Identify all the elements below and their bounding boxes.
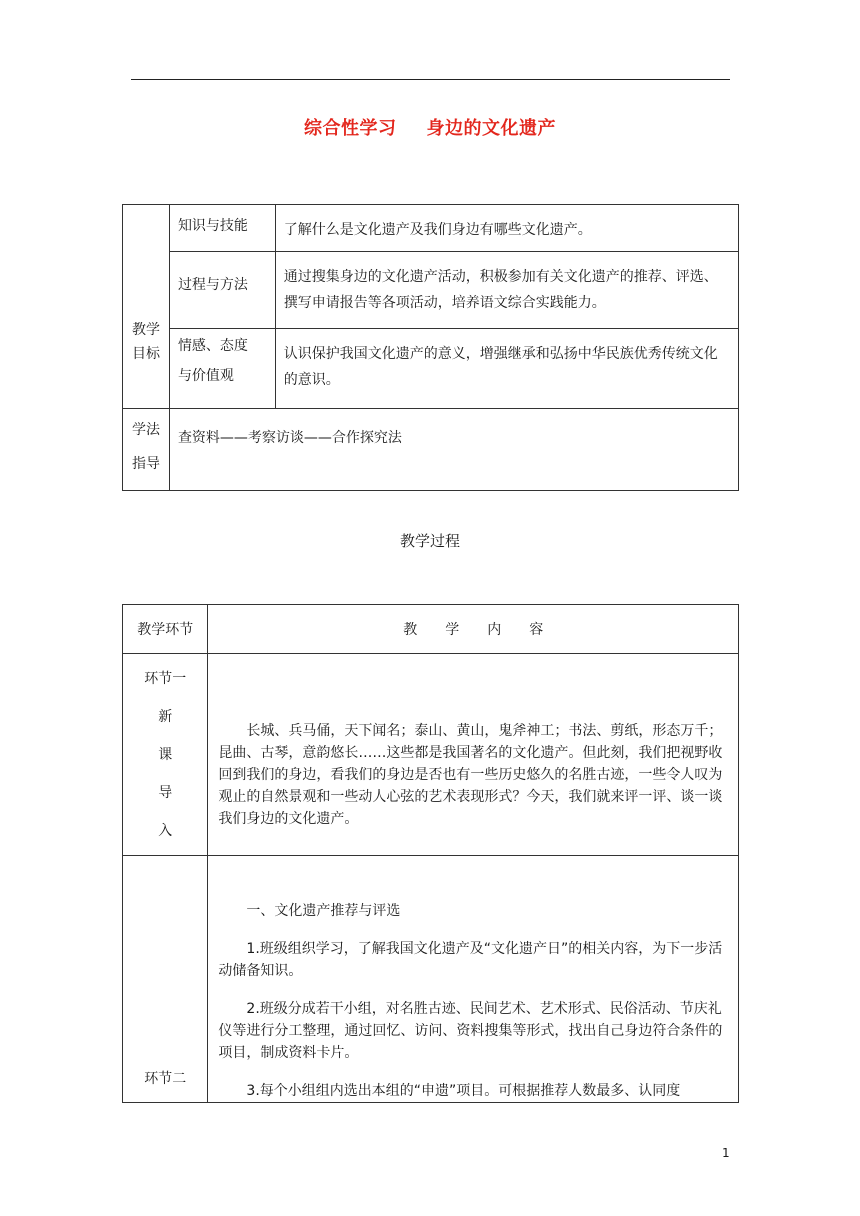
document-title [0, 114, 860, 140]
header-char: 内 [487, 622, 502, 638]
method-label-line2: 指导 [131, 456, 160, 472]
goal-row-emotion [123, 329, 739, 409]
stage2-content [208, 856, 739, 1103]
stage2-label: 环节二 [123, 856, 208, 1103]
stage1-content [208, 654, 739, 856]
stage2-heading: 一、文化遗产推荐与评选 [246, 903, 401, 919]
header-char: 容 [529, 622, 544, 638]
stage2-item: 1.班级组织学习，了解我国文化遗产及“文化遗产日”的相关内容，为下一步活动储备知识。 [218, 941, 723, 979]
method-label-line1: 学法 [131, 422, 160, 438]
goal-label-line2: 目标 [131, 345, 160, 362]
goal-row-label-line2: 与价值观 [177, 368, 234, 384]
process-title: 教学过程 [399, 532, 460, 550]
stage1-row [123, 654, 739, 856]
content-column-header [208, 605, 739, 654]
goal-row-knowledge [123, 205, 739, 252]
stage1-label-char: 新 [158, 709, 173, 725]
process-header-row [123, 605, 739, 654]
process-table [122, 604, 739, 1103]
stage2-item: 3.每个小组组内选出本组的“申遗”项目。可根据推荐人数最多、认同度 [246, 1083, 681, 1099]
header-char: 教 [403, 622, 418, 638]
stage2-item: 2.班级分成若干小组，对名胜古迹、民间艺术、艺术形式、民俗活动、节庆礼仪等进行分工整理，通过回忆、访问、资料搜集等形式，找出自己身边符合条件的项目，制成资料卡片。 [218, 1001, 723, 1061]
method-content: 查资料——考察访谈——合作探究法 [169, 409, 738, 491]
goal-label-line1: 教学 [131, 321, 160, 338]
stage-column-header: 教学环节 [123, 605, 208, 654]
title-part-1: 综合性学习 [304, 118, 397, 139]
goal-row-label: 知识与技能 [169, 205, 275, 252]
goal-row-content: 了解什么是文化遗产及我们身边有哪些文化遗产。 [275, 205, 738, 252]
stage1-paragraph: 长城、兵马俑，天下闻名；泰山、黄山，鬼斧神工；书法、剪纸，形态万千；昆曲、古琴，意韵悠长……这些都是我国著名的文化遗产。但此刻，我们把视野收回到我们的身边，看我们的身边是否也有一些历史悠久的名胜古迹，一些令人叹为观止的自然景观和一些动人心弦的艺术表现形式？今天，我们就来评一评、谈一谈我们身边的文化遗产。 [218, 723, 723, 827]
goals-table [122, 204, 739, 491]
stage1-label-char: 课 [158, 747, 173, 763]
stage1-label-char: 入 [158, 823, 173, 839]
stage1-label-char: 导 [158, 785, 173, 801]
goal-row-label [169, 329, 275, 409]
page-number: 1 [722, 1146, 730, 1160]
header-rule [131, 79, 730, 80]
goal-row-content: 认识保护我国文化遗产的意义，增强继承和弘扬中华民族优秀传统文化的意识。 [275, 329, 738, 409]
method-label [123, 409, 170, 491]
goal-row-content: 通过搜集身边的文化遗产活动，积极参加有关文化遗产的推荐、评选、撰写申请报告等各项活动，培养语文综合实践能力。 [275, 252, 738, 329]
header-char: 学 [445, 622, 460, 638]
stage2-row [123, 856, 739, 1103]
goal-row-label: 过程与方法 [169, 252, 275, 329]
goal-row-label-line1: 情感、态度 [177, 338, 248, 354]
stage1-label [123, 654, 208, 856]
goal-label [123, 205, 170, 409]
method-row [123, 409, 739, 491]
goal-row-process [123, 252, 739, 329]
stage1-label-char: 环节一 [144, 671, 187, 687]
title-part-2: 身边的文化遗产 [426, 118, 556, 139]
